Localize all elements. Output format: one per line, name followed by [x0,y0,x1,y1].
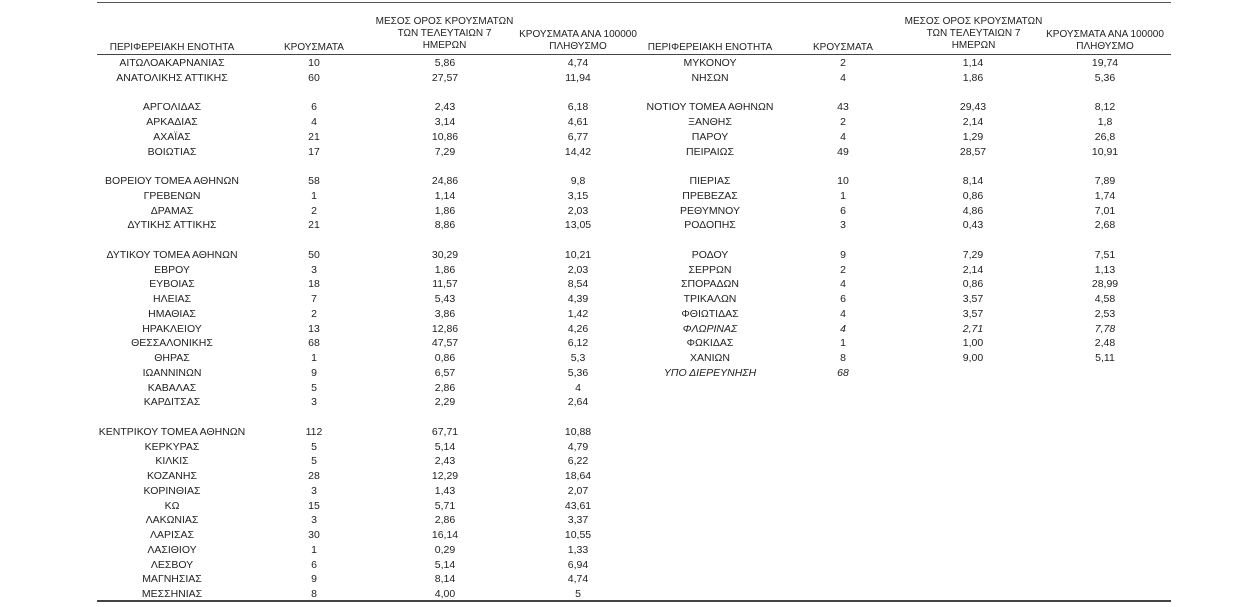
cell-avg7: 0,86 [962,278,984,291]
cell-avg7: 8,14 [434,573,456,586]
cell-cases: 3 [840,219,846,232]
cell-avg7: 2,14 [962,263,984,276]
cell-per100k: 7,78 [1094,322,1116,335]
cell-cases: 6 [840,293,846,305]
cell-region: ΛΑΡΙΣΑΣ [150,529,194,541]
cell-cases: 1 [840,337,846,350]
cell-cases: 9 [311,366,317,379]
cell-region: ΔΥΤΙΚΟΥ ΤΟΜΕΑ ΑΘΗΝΩΝ [106,248,238,261]
cell-per100k: 6,22 [567,455,589,468]
cell-cases: 2 [840,116,846,128]
cell-region: ΦΩΚΙΔΑΣ [686,337,734,350]
cell-avg7: 1,86 [434,204,456,217]
cell-per100k: 8,54 [567,278,589,291]
cell-avg7: 12,86 [431,322,459,335]
cell-cases: 4 [311,116,317,128]
cell-avg7: 2,86 [434,381,456,394]
cell-per100k: 2,07 [567,484,589,497]
cell-avg7: 1,14 [434,189,456,202]
cell-region: ΛΑΣΙΘΙΟΥ [147,543,197,556]
cell-per100k: 5,36 [1094,71,1116,84]
cell-region: ΤΡΙΚΑΛΩΝ [683,293,737,305]
cell-region: ΜΕΣΣΗΝΙΑΣ [141,588,203,600]
cell-cases: 15 [308,499,320,512]
cell-region: ΛΕΣΒΟΥ [150,558,194,571]
cell-avg7: 2,29 [434,396,456,409]
cell-per100k: 2,64 [567,396,589,409]
table-top-rule [97,2,1171,3]
cell-avg7: 47,57 [431,337,459,350]
cell-region: ΠΕΙΡΑΙΩΣ [686,145,734,158]
cell-cases: 43 [837,101,849,114]
cell-avg7: 6,57 [434,366,456,379]
cell-per100k: 19,74 [1091,57,1119,69]
cell-avg7: 1,86 [434,263,456,276]
cell-cases: 5 [311,455,317,468]
cell-per100k: 4 [575,381,581,394]
cell-cases: 9 [840,248,846,261]
cell-cases: 2 [311,307,317,320]
cell-avg7: 5,14 [434,440,456,453]
cell-avg7: 11,57 [432,278,458,291]
cell-region: ΕΒΡΟΥ [154,263,190,276]
cell-per100k: 2,03 [567,263,589,276]
cell-avg7: 3,57 [962,307,984,320]
cell-per100k: 18,64 [564,470,592,482]
cell-region: ΑΡΚΑΔΙΑΣ [146,116,198,128]
cell-cases: 9 [311,573,317,586]
cell-per100k: 1,42 [567,307,589,320]
cell-per100k: 2,68 [1094,219,1116,232]
cell-cases: 21 [308,130,320,143]
cell-per100k: 7,89 [1094,175,1116,187]
cell-avg7: 28,57 [959,145,987,158]
cell-per100k: 10,55 [564,529,592,541]
cell-avg7: 0,43 [962,219,984,232]
cell-region: ΒΟΡΕΙΟΥ ΤΟΜΕΑ ΑΘΗΝΩΝ [105,175,239,187]
cell-cases: 7 [311,293,317,305]
cell-region: ΚΟΖΑΝΗΣ [147,470,197,482]
left-header-avg7: ΜΕΣΟΣ ΟΡΟΣ ΚΡΟΥΣΜΑΤΩΝ ΤΩΝ ΤΕΛΕΥΤΑΙΩΝ 7 ΗΜΕΡΩΝ [375,16,514,51]
cell-avg7: 1,86 [962,71,984,84]
cell-region: ΑΙΤΩΛΟΑΚΑΡΝΑΝΙΑΣ [119,57,225,69]
cell-region: ΞΑΝΘΗΣ [688,116,732,128]
cell-cases: 60 [308,71,320,84]
right-header-cases: ΚΡΟΥΣΜΑΤΑ [813,42,873,53]
cell-avg7: 5,86 [434,57,456,69]
cell-region: ΣΕΡΡΩΝ [688,263,732,276]
cell-per100k: 2,03 [567,204,589,217]
cell-avg7: 9,00 [962,352,984,364]
cell-region: ΡΟΔΟΠΗΣ [684,219,736,232]
cell-avg7: 3,14 [434,116,456,128]
cell-avg7: 3,57 [962,293,984,305]
cell-cases: 10 [837,175,849,187]
right-header-avg7: ΜΕΣΟΣ ΟΡΟΣ ΚΡΟΥΣΜΑΤΩΝ ΤΩΝ ΤΕΛΕΥΤΑΙΩΝ 7 ΗΜΕΡΩΝ [904,16,1043,51]
cell-region: ΚΑΡΔΙΤΣΑΣ [143,396,201,409]
cell-region: ΚΙΛΚΙΣ [155,455,189,468]
cell-avg7: 12,29 [431,470,459,482]
cell-cases: 30 [308,529,320,541]
cell-cases: 3 [311,396,317,409]
cell-region: ΘΗΡΑΣ [154,352,190,364]
cell-per100k: 10,21 [564,248,592,261]
cell-avg7: 4,00 [434,588,456,600]
cell-cases: 4 [840,130,846,143]
cell-cases: 3 [311,484,317,497]
left-header-per100k: ΚΡΟΥΣΜΑΤΑ ΑΝΑ 100000 ΠΛΗΘΥΣΜΟ [519,29,637,52]
cell-region: ΚΩ [164,499,180,512]
cell-per100k: 6,94 [567,558,589,571]
cell-region: ΔΡΑΜΑΣ [150,204,194,217]
cell-cases: 5 [311,440,317,453]
cell-region: ΜΥΚΟΝΟΥ [683,57,737,69]
cell-per100k: 28,99 [1091,278,1119,291]
cell-avg7: 0,86 [962,189,984,202]
cell-region: ΥΠΟ ΔΙΕΡΕΥΝΗΣΗ [663,366,757,379]
cell-cases: 17 [308,145,320,158]
cell-cases: 3 [311,514,317,527]
cell-per100k: 1,13 [1094,263,1116,276]
cell-avg7: 2,86 [434,514,456,527]
cell-cases: 49 [837,145,849,158]
cell-per100k: 9,8 [570,175,586,187]
cell-avg7: 8,86 [434,219,456,232]
cell-per100k: 7,01 [1094,204,1116,217]
cell-per100k: 1,74 [1094,189,1116,202]
cell-avg7: 5,14 [434,558,456,571]
cell-region: ΒΟΙΩΤΙΑΣ [147,145,197,158]
cell-per100k: 1,8 [1097,116,1113,128]
cell-region: ΚΟΡΙΝΘΙΑΣ [143,484,201,497]
cell-per100k: 3,37 [567,514,589,527]
cell-cases: 10 [308,57,320,69]
cell-per100k: 2,48 [1094,337,1116,350]
cell-cases: 8 [311,588,317,600]
cell-region: ΛΑΚΩΝΙΑΣ [145,514,199,527]
cell-avg7: 2,43 [434,455,456,468]
cell-region: ΗΜΑΘΙΑΣ [148,307,196,320]
cell-cases: 4 [840,307,846,320]
cell-avg7: 3,86 [434,307,456,320]
cell-avg7: 8,14 [962,175,984,187]
cell-cases: 112 [305,425,323,438]
cell-avg7: 7,29 [962,248,984,261]
cell-cases: 4 [840,322,846,335]
cell-region: ΑΧΑΪΑΣ [153,130,191,143]
cell-cases: 2 [840,57,846,69]
cell-per100k: 5,11 [1095,352,1115,364]
cell-per100k: 5,36 [567,366,589,379]
cell-cases: 1 [311,189,317,202]
cell-per100k: 6,18 [567,101,589,114]
cell-avg7: 2,14 [962,116,984,128]
cell-avg7: 24,86 [431,175,459,187]
cell-per100k: 4,74 [567,573,589,586]
cell-region: ΙΩΑΝΝΙΝΩΝ [142,366,202,379]
table-header-rule [97,54,1171,55]
cell-cases: 6 [311,101,317,114]
cell-avg7: 5,71 [434,499,456,512]
cell-region: ΠΡΕΒΕΖΑΣ [682,189,738,202]
left-header-region: ΠΕΡΙΦΕΡΕΙΑΚΗ ΕΝΟΤΗΤΑ [109,42,235,53]
cell-avg7: 10,86 [431,130,459,143]
cell-per100k: 6,12 [567,337,589,350]
cell-cases: 6 [840,204,846,217]
cell-region: ΡΕΘΥΜΝΟΥ [679,204,740,217]
cell-region: ΝΟΤΙΟΥ ΤΟΜΕΑ ΑΘΗΝΩΝ [646,101,774,114]
cell-region: ΜΑΓΝΗΣΙΑΣ [142,573,202,586]
cell-region: ΡΟΔΟΥ [691,248,729,261]
cell-avg7: 1,14 [962,57,984,69]
cell-avg7: 30,29 [431,248,459,261]
cell-avg7: 27,57 [431,71,459,84]
cell-avg7: 5,43 [434,293,456,305]
cell-avg7: 16,14 [431,529,459,541]
cell-cases: 1 [840,189,846,202]
cell-region: ΠΙΕΡΙΑΣ [689,175,731,187]
cell-cases: 68 [308,337,320,350]
cell-per100k: 4,58 [1094,293,1116,305]
cell-avg7: 1,29 [962,130,984,143]
cell-per100k: 3,15 [567,189,589,202]
cell-per100k: 1,33 [567,543,589,556]
cell-per100k: 14,42 [564,145,592,158]
cell-avg7: 29,43 [959,101,987,114]
cell-region: ΕΥΒΟΙΑΣ [149,278,195,291]
cell-avg7: 1,00 [962,337,984,350]
right-header-per100k: ΚΡΟΥΣΜΑΤΑ ΑΝΑ 100000 ΠΛΗΘΥΣΜΟ [1046,29,1164,52]
right-header-region: ΠΕΡΙΦΕΡΕΙΑΚΗ ΕΝΟΤΗΤΑ [647,42,773,53]
cell-avg7: 67,71 [431,425,459,438]
cell-region: ΣΠΟΡΑΔΩΝ [681,278,739,291]
cell-cases: 2 [311,204,317,217]
cell-avg7: 2,43 [434,101,456,114]
cell-region: ΗΛΕΙΑΣ [152,293,191,305]
cell-cases: 68 [837,366,849,379]
cell-region: ΑΡΓΟΛΙΔΑΣ [142,101,202,114]
cell-cases: 8 [840,352,846,364]
cell-per100k: 5 [575,588,581,600]
cell-per100k: 4,74 [567,57,589,69]
cell-region: ΚΕΡΚΥΡΑΣ [144,440,200,453]
cell-avg7: 0,86 [434,352,456,364]
cell-cases: 21 [308,219,320,232]
cell-region: ΗΡΑΚΛΕΙΟΥ [142,322,202,335]
cell-per100k: 10,91 [1091,145,1119,158]
cell-per100k: 6,77 [567,130,589,143]
cell-region: ΚΕΝΤΡΙΚΟΥ ΤΟΜΕΑ ΑΘΗΝΩΝ [98,425,246,438]
cell-avg7: 0,29 [434,543,456,556]
cell-cases: 2 [840,263,846,276]
cell-region: ΦΛΩΡΙΝΑΣ [682,322,738,335]
cell-per100k: 8,12 [1094,101,1116,114]
cell-per100k: 2,53 [1094,307,1116,320]
cell-per100k: 4,79 [567,440,589,453]
cell-region: ΘΕΣΣΑΛΟΝΙΚΗΣ [131,337,213,350]
cell-per100k: 4,61 [567,116,589,128]
cell-per100k: 26,8 [1094,130,1116,143]
cell-cases: 4 [840,71,846,84]
cell-cases: 1 [311,543,317,556]
cell-per100k: 7,51 [1094,248,1116,261]
cell-region: ΓΡΕΒΕΝΩΝ [143,189,201,202]
cell-region: ΦΘΙΩΤΙΔΑΣ [681,307,739,320]
cell-cases: 1 [311,352,317,364]
cell-per100k: 4,26 [567,322,589,335]
cell-cases: 5 [311,381,317,394]
cell-cases: 50 [308,248,320,261]
cell-avg7: 2,71 [962,322,984,335]
cell-region: ΧΑΝΙΩΝ [690,352,730,364]
cell-avg7: 4,86 [962,204,984,217]
cell-cases: 28 [308,470,320,482]
cell-cases: 13 [308,322,320,335]
cell-per100k: 13,05 [564,219,592,232]
cell-avg7: 1,43 [434,484,456,497]
cell-per100k: 43,61 [564,499,592,512]
cell-region: ΠΑΡΟΥ [691,130,729,143]
cell-cases: 4 [840,278,846,291]
left-header-cases: ΚΡΟΥΣΜΑΤΑ [284,42,344,53]
cell-per100k: 5,3 [570,352,586,364]
cell-per100k: 11,94 [565,71,591,84]
cell-region: ΝΗΣΩΝ [691,71,729,84]
cell-region: ΚΑΒΑΛΑΣ [147,381,197,394]
cell-per100k: 4,39 [567,293,589,305]
cell-region: ΔΥΤΙΚΗΣ ΑΤΤΙΚΗΣ [127,219,217,232]
cell-cases: 58 [308,175,320,187]
cell-cases: 18 [308,278,320,291]
cell-avg7: 7,29 [434,145,456,158]
cell-region: ΑΝΑΤΟΛΙΚΗΣ ΑΤΤΙΚΗΣ [116,71,228,84]
cell-cases: 3 [311,263,317,276]
cell-cases: 6 [311,558,317,571]
cell-per100k: 10,88 [564,425,592,438]
